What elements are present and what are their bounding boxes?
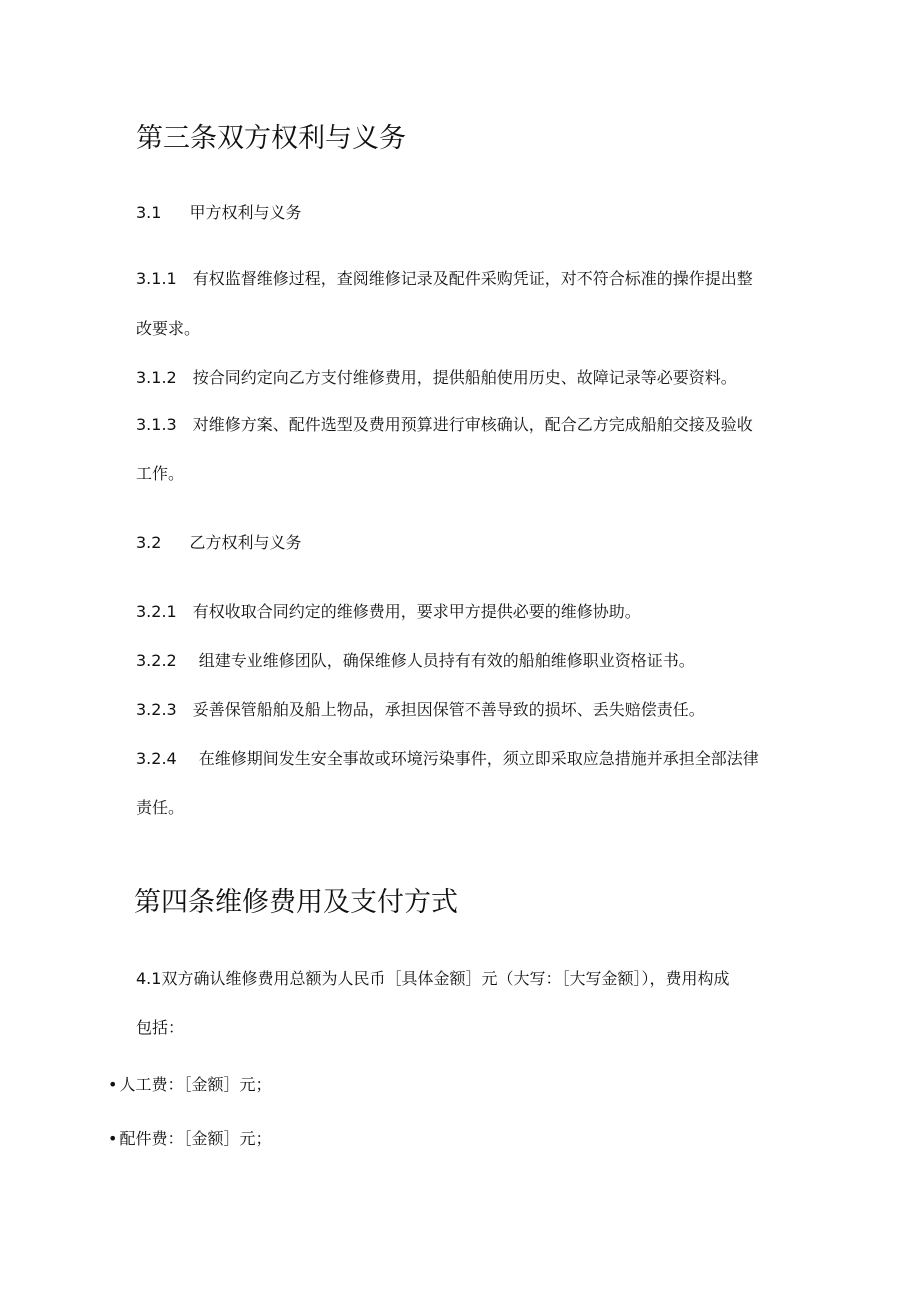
clause-text: 有权监督维修过程，查阅维修记录及配件采购凭证，对不符合标准的操作提出整: [192, 269, 753, 288]
fee-list-item-labor: [108, 1072, 271, 1095]
clause-text: 组建专业维修团队，确保维修人员持有有效的船舶维修职业资格证书。: [198, 651, 695, 670]
clause-3-1-1: [136, 266, 753, 289]
clause-3-2-1: [136, 599, 641, 622]
section-number: 3.2: [136, 533, 162, 552]
bullet-icon: •: [108, 1129, 118, 1148]
section-3-1-heading: [136, 200, 301, 223]
clause-number: 3.1.1: [136, 269, 177, 288]
clause-text: 按合同约定向乙方支付维修费用，提供船舶使用历史、故障记录等必要资料。: [192, 368, 737, 387]
fee-item-text: 人工费：［金额］元；: [119, 1075, 272, 1094]
clause-3-1-3: [136, 412, 753, 435]
clause-text: 在维修期间发生安全事故或环境污染事件，须立即采取应急措施并承担全部法律: [198, 749, 759, 768]
clause-3-2-4-continuation: 责任。: [136, 798, 185, 817]
section-number: 3.1: [136, 203, 162, 222]
clause-3-2-4: [136, 746, 759, 769]
fee-item-text: 配件费：［金额］元；: [119, 1129, 272, 1148]
clause-number: 3.2.1: [136, 602, 177, 621]
clause-number: 3.1.2: [136, 368, 177, 387]
bullet-icon: •: [108, 1075, 118, 1094]
clause-3-2-3: [136, 697, 705, 720]
paragraph-4-1-continuation: 包括：: [136, 1018, 185, 1037]
clause-3-1-3-continuation: 工作。: [136, 464, 185, 483]
article-3-heading: 第三条双方权利与义务: [136, 123, 406, 154]
clause-number: 3.2.2: [136, 651, 177, 670]
clause-3-1-1-continuation: 改要求。: [136, 319, 201, 338]
clause-number: 3.2.4: [136, 749, 177, 768]
section-title: 乙方权利与义务: [189, 533, 302, 552]
clause-3-2-2: [136, 648, 695, 671]
fee-list-item-parts: [108, 1126, 271, 1149]
clause-number: 3.2.3: [136, 700, 177, 719]
clause-3-1-2: [136, 365, 737, 388]
article-4-heading: 第四条维修费用及支付方式: [134, 887, 458, 918]
clause-text: 有权收取合同约定的维修费用，要求甲方提供必要的维修协助。: [192, 602, 641, 621]
clause-number: 3.1.3: [136, 415, 177, 434]
clause-text: 妥善保管船舶及船上物品，承担因保管不善导致的损坏、丢失赔偿责任。: [192, 700, 705, 719]
section-3-2-heading: [136, 530, 301, 553]
section-title: 甲方权利与义务: [189, 203, 302, 222]
clause-text: 对维修方案、配件选型及费用预算进行审核确认，配合乙方完成船舶交接及验收: [192, 415, 753, 434]
paragraph-4-1: 4.1双方确认维修费用总额为人民币［具体金额］元（大写：［大写金额］），费用构成: [136, 969, 730, 988]
